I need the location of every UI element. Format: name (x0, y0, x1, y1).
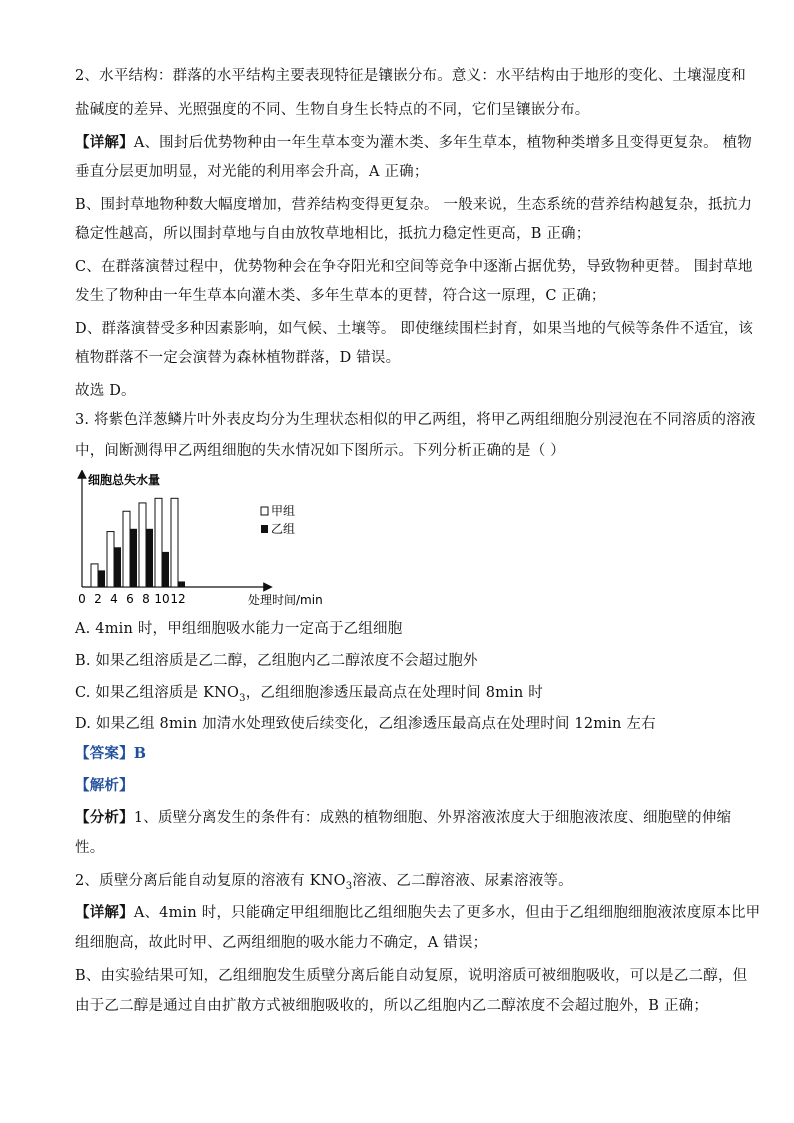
subscript: 3 (345, 880, 353, 892)
text-line (75, 903, 761, 923)
section-tag: 【详解】 (75, 904, 134, 921)
question-text: 3. 将紫色洋葱鳞片叶外表皮均分为生理状态相似的甲乙两组，将甲乙两组细胞分别浸泡在不同溶质的溶液 (75, 412, 756, 428)
bar-yi-10min (162, 552, 169, 587)
section-tag: 【详解】 (75, 134, 134, 151)
subscript: 3 (239, 692, 246, 704)
legend (261, 504, 295, 536)
text-span: 2、质壁分离后能自动复原的溶液有 KNO (75, 873, 346, 889)
bar-yi-8min (146, 529, 153, 587)
bar-jia-2min (91, 564, 98, 587)
text-line (75, 808, 732, 828)
bar-jia-10min (155, 498, 162, 587)
legend-swatch-jia (261, 507, 268, 515)
y-axis-label: 细胞总失水量 (88, 473, 161, 487)
text-line: 组细胞高，故此时甲、乙两组细胞的吸水能力不确定，A 错误； (75, 935, 488, 951)
answer-label: 【答案】B (75, 745, 147, 762)
bar-yi-2min (98, 570, 105, 587)
bar-yi-12min (178, 581, 185, 587)
text-line: B、由实验结果可知，乙组细胞发生质壁分离后能自动复原，说明溶质可被细胞吸收，可以是乙二醇，但 (75, 968, 748, 984)
text-line (75, 871, 725, 891)
question-text: 中，间断测得甲乙两组细胞的失水情况如下图所示。下列分析正确的是（ ） (75, 443, 565, 459)
x-tick-label: 8 (142, 592, 150, 606)
water-loss-bar-chart (72, 470, 342, 612)
text-line: 稳定性越高，所以围封草地与自由放牧草地相比，抵抗力稳定性更高，B 正确； (75, 226, 591, 242)
bar-yi-4min (114, 547, 121, 587)
option-c (75, 683, 725, 703)
text-span: 1、质壁分离发生的条件有：成熟的植物细胞、外界溶液浓度大于细胞液浓度、细胞壁的伸缩 (133, 810, 732, 826)
text-line: 垂直分层更加明显，对光能的利用率会升高，A 正确； (75, 164, 429, 180)
bar-jia-8min (139, 503, 146, 587)
text-line: B、围封草地物种数大幅度增加，营养结构变得更复杂。 一般来说，生态系统的营养结构越复杂，抵抗力 (75, 197, 753, 213)
bar-jia-4min (107, 532, 114, 587)
x-tick-label: 12 (170, 592, 186, 606)
bar-yi-6min (130, 529, 137, 587)
option-d: D. 如果乙组 8min 加清水处理致使后续变化，乙组渗透压最高点在处理时间 12min 左右 (75, 716, 656, 732)
text-line: 盐碱度的差异、光照强度的不同、生物自身生长特点的不同，它们呈镶嵌分布。 (75, 102, 590, 118)
text-line: 性。 (75, 840, 105, 856)
text-line (75, 133, 752, 153)
bar-jia-6min (123, 511, 130, 587)
text-line: D、群落演替受多种因素影响，如气候、土壤等。 即使继续围栏封育，如果当地的气候等条件不适宜，该 (75, 321, 754, 337)
x-axis-label: 处理时间/min (248, 593, 323, 607)
text-line: 故选 D。 (75, 383, 136, 399)
x-tick-label: 10 (154, 592, 170, 606)
text-line: C、在群落演替过程中，优势物种会在争夺阳光和空间等竞争中逐渐占据优势，导致物种更替。 围封草地 (75, 259, 753, 275)
legend-label-yi: 乙组 (271, 522, 296, 536)
bar-jia-12min (171, 498, 178, 587)
text-line: 2、水平结构：群落的水平结构主要表现特征是镶嵌分布。意义：水平结构由于地形的变化、土壤湿度和 (75, 68, 746, 84)
text-span: ，乙组细胞渗透压最高点在处理时间 8min 时 (245, 685, 543, 701)
legend-label-jia: 甲组 (271, 504, 296, 518)
text-span: C. 如果乙组溶质是 KNO (75, 685, 240, 701)
option-b: B. 如果乙组溶质是乙二醇，乙组胞内乙二醇浓度不会超过胞外 (75, 653, 478, 669)
text-span: A、围封后优势物种由一年生草本变为灌木类、多年生草本，植物种类增多且变得更复杂。 植物 (133, 135, 752, 151)
section-tag: 【分析】 (75, 809, 134, 826)
legend-swatch-yi (261, 525, 268, 533)
analysis-label: 【解析】 (75, 777, 134, 794)
x-tick-label: 0 (78, 592, 86, 606)
text-line: 植物群落不一定会演替为森林植物群落，D 错误。 (75, 350, 401, 366)
text-line: 发生了物种由一年生草本向灌木类、多年生草本的更替，符合这一原理，C 正确； (75, 288, 606, 304)
option-a: A. 4min 时，甲组细胞吸水能力一定高于乙组细胞 (75, 621, 403, 637)
x-tick-label: 4 (110, 592, 118, 606)
x-tick-label: 2 (94, 592, 102, 606)
x-tick-label: 6 (126, 592, 134, 606)
text-span: 溶液、乙二醇溶液、尿素溶液等。 (352, 873, 573, 889)
text-line: 由于乙二醇是通过自由扩散方式被细胞吸收的，所以乙组胞内乙二醇浓度不会超过胞外，B 正确； (75, 998, 709, 1014)
text-span: A、4min 时，只能确定甲组细胞比乙组细胞失去了更多水，但由于乙组细胞细胞液浓度原本比甲 (133, 905, 761, 921)
